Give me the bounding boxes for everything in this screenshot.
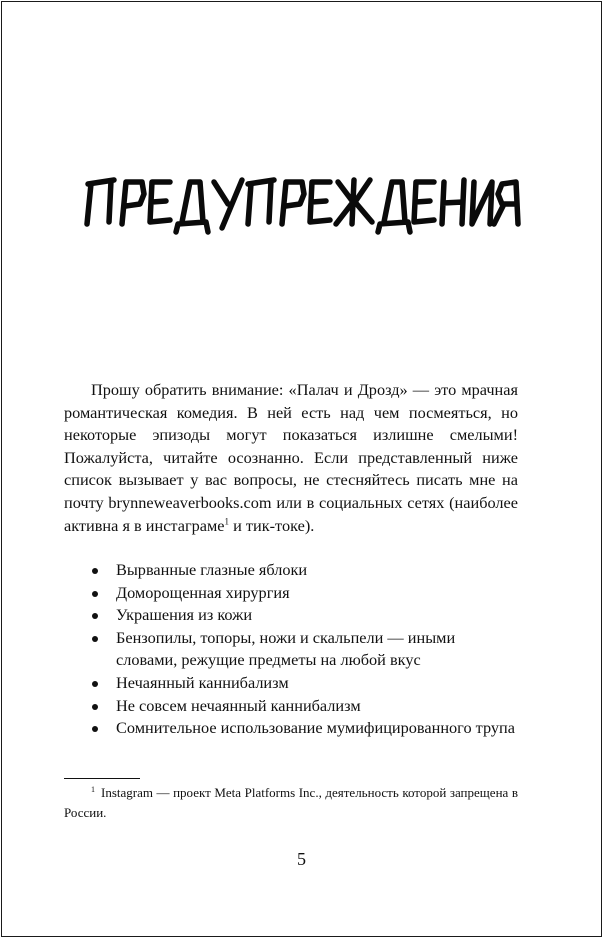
bullet-icon [92,704,98,710]
bullet-icon [92,591,98,597]
bullet-icon [92,636,98,642]
chapter-title-lettering [82,162,522,242]
list-item-text: Сомнительное использование мумифицированного трупа [116,718,515,738]
footnote-reference: 1 [224,516,230,527]
book-page [1,1,602,937]
list-item-text: Доморощенная хирургия [116,582,290,602]
footnote-divider [64,778,140,779]
intro-text-end: и тик-токе). [229,515,315,535]
list-item [92,717,517,740]
list-item [92,582,517,605]
bullet-icon [92,613,98,619]
warning-list [92,559,517,740]
bullet-icon [92,681,98,687]
footnote-text: Instagram — проект Meta Platforms Inc., деятельность которой запрещена в России. [64,785,518,820]
bullet-icon [92,726,98,732]
bullet-icon [92,568,98,574]
chapter-title [82,162,522,242]
page-number: 5 [297,849,306,869]
list-item [92,695,517,718]
list-item [92,627,517,672]
list-item [92,604,517,627]
list-item-text: Бензопилы, топоры, ножи и скальпели — иными словами, режущие предметы на любой вкус [116,627,456,670]
intro-paragraph [64,379,518,537]
footnote-mark: 1 [91,784,95,794]
list-item-text: Украшения из кожи [116,605,253,625]
list-item [92,559,517,582]
footnote [64,783,518,823]
intro-text [64,379,518,537]
list-item-text: Нечаянный каннибализм [116,672,289,692]
list-item-text: Вырванные глазные яблоки [116,560,308,579]
list-item [92,672,517,695]
intro-text-main: Прошу обратить внимание: «Палач и Дрозд» — это мрачная романтическая комедия. В ней есть над чем посмеяться, но некоторые эпизоды могут показаться излишне смелыми! Пожалуйста, читайте осознанно. Если представленный ниже список вызывает у вас вопросы, не стесняйтесь писать мне на почту brynneweaverbooks.com или в социальных сетях (наиболее активна я в инстаграме [64,380,518,535]
list-item-text: Не совсем нечаянный каннибализм [116,695,361,715]
